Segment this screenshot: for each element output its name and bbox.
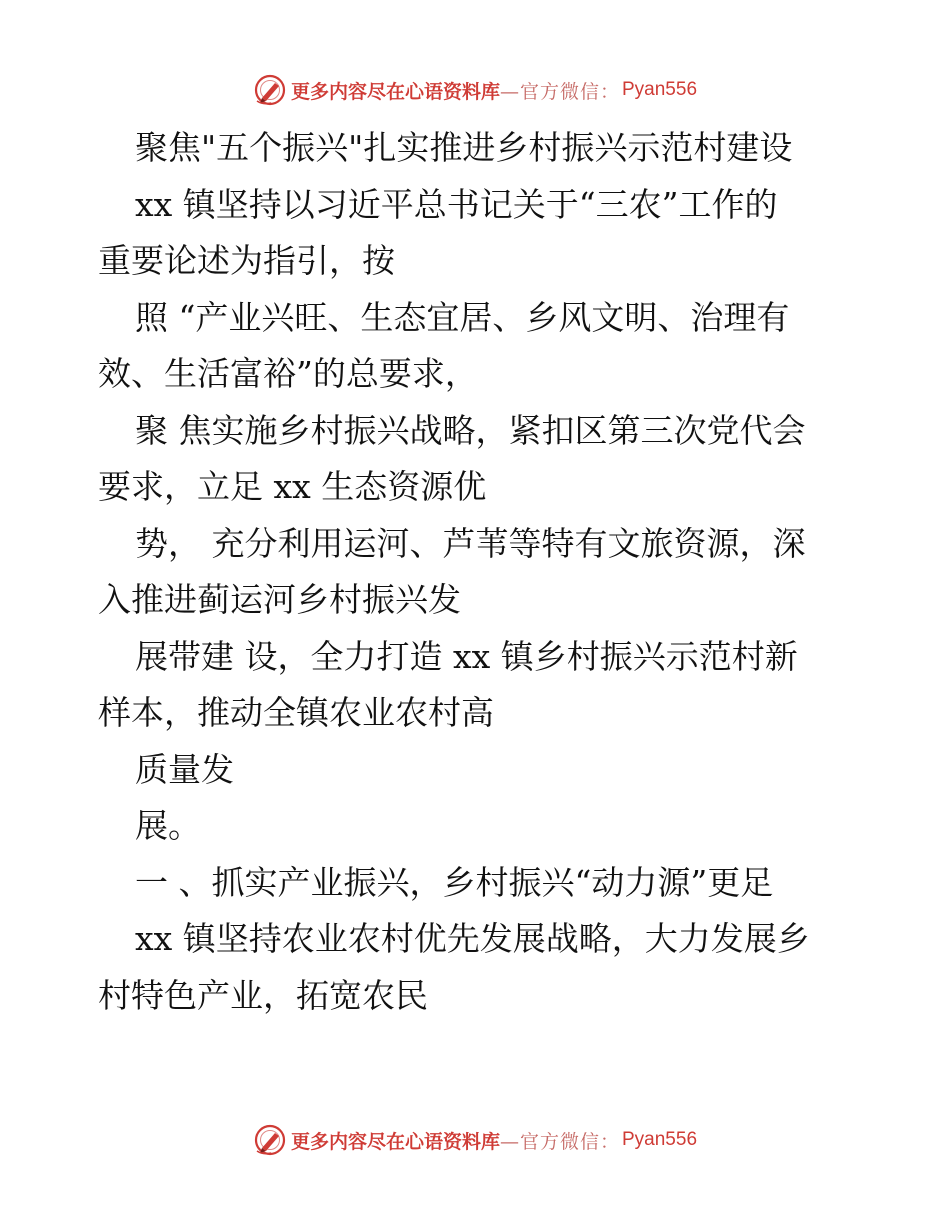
doc-line: 势， 充分利用运河、芦苇等特有文旅资源，深 — [135, 523, 806, 563]
banner-main-text: 更多内容尽在心语资料库 — [290, 1130, 500, 1153]
doc-line: 聚 焦实施乡村振兴战略，紧扣区第三次党代会 — [135, 410, 806, 450]
doc-line: 要求，立足 xx 生态资源优 — [98, 467, 487, 506]
doc-line: 展带建 设，全力打造 xx 镇乡村振兴示范村新 — [135, 636, 798, 676]
banner-wechat-id: Pyan556 — [622, 1129, 698, 1150]
banner-wechat-id: Pyan556 — [622, 79, 698, 100]
doc-line: 效、生活富裕”的总要求， — [98, 354, 478, 393]
banner-sub-text: —官方微信： — [499, 80, 620, 103]
doc-line: xx 镇坚持农业农村优先发展战略，大力发展乡 — [135, 919, 810, 958]
banner-sub-text: —官方微信： — [499, 1130, 620, 1153]
doc-line: 照 “产业兴旺、生态宜居、乡风文明、治理有 — [135, 297, 790, 337]
pen-logo-icon — [253, 1123, 287, 1157]
doc-line: 重要论述为指引，按 — [98, 241, 395, 280]
doc-line: 样本，推动全镇农业农村高 — [98, 693, 494, 732]
doc-line: 入推进蓟运河乡村振兴发 — [98, 580, 461, 619]
doc-line: 质量发 — [135, 749, 234, 789]
section-heading: 一 、抓实产业振兴，乡村振兴“动力源”更足 — [135, 862, 774, 902]
document-body — [98, 120, 838, 1024]
footer-watermark-banner — [0, 1120, 950, 1160]
doc-line: 展。 — [135, 806, 201, 845]
header-watermark-banner — [0, 70, 950, 110]
doc-line: xx 镇坚持以习近平总书记关于“三农”工作的 — [135, 184, 778, 224]
doc-line: 村特色产业，拓宽农民 — [98, 975, 428, 1015]
pen-logo-icon — [253, 73, 287, 107]
banner-main-text: 更多内容尽在心语资料库 — [290, 80, 500, 103]
doc-title: 聚焦"五个振兴"扎实推进乡村振兴示范村建设 — [135, 128, 793, 167]
